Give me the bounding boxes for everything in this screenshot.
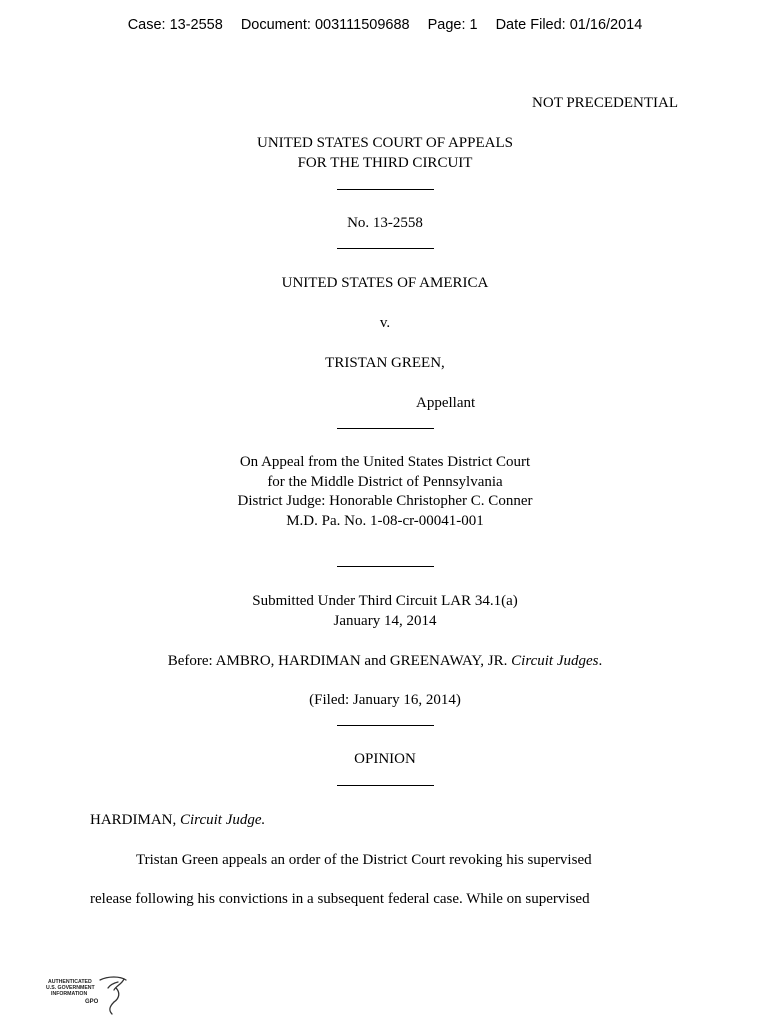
divider xyxy=(337,785,434,786)
opinion-author xyxy=(90,810,265,830)
filed-date: (Filed: January 16, 2014) xyxy=(309,692,461,708)
precedential-designation: NOT PRECEDENTIAL xyxy=(532,95,678,111)
divider xyxy=(337,189,434,190)
appeal-line1: On Appeal from the United States District Court xyxy=(239,454,531,470)
party-role: Appellant xyxy=(416,395,476,411)
divider xyxy=(337,248,434,249)
divider xyxy=(337,725,434,726)
logo-text-line4: GPO xyxy=(85,999,99,1005)
panel-suffix: . xyxy=(598,653,603,669)
party-defendant: TRISTAN GREEN, xyxy=(325,355,445,371)
submission-date: January 14, 2014 xyxy=(333,613,437,629)
header-case: Case: 13-2558 xyxy=(127,17,223,33)
court-name-line2: FOR THE THIRD CIRCUIT xyxy=(297,155,473,171)
header-document: Document: 003111509688 xyxy=(240,17,410,33)
logo-text-line2: U.S. GOVERNMENT xyxy=(46,985,95,991)
panel-title: Circuit Judges xyxy=(511,653,599,669)
author-title: Circuit Judge. xyxy=(180,812,266,828)
appeal-line2: for the Middle District of Pennsylvania xyxy=(267,474,503,490)
body-line2: release following his convictions in a subsequent federal case. While on supervised xyxy=(90,891,590,907)
appeal-line4: M.D. Pa. No. 1-08-cr-00041-001 xyxy=(286,513,484,529)
header-date-filed: Date Filed: 01/16/2014 xyxy=(495,17,643,33)
court-name-line1: UNITED STATES COURT OF APPEALS xyxy=(257,135,513,151)
appeal-line3: District Judge: Honorable Christopher C. Conner xyxy=(237,493,533,509)
gpo-authentication-logo xyxy=(44,974,134,1018)
filing-header xyxy=(0,17,770,33)
logo-text-line1: AUTHENTICATED xyxy=(48,979,92,985)
opinion-heading: OPINION xyxy=(354,751,416,767)
author-name: HARDIMAN, xyxy=(90,812,177,828)
body-line1: Tristan Green appeals an order of the District Court revoking his supervised xyxy=(136,852,592,868)
submission-line1: Submitted Under Third Circuit LAR 34.1(a) xyxy=(252,593,518,609)
divider xyxy=(337,428,434,429)
eagle-icon xyxy=(100,977,126,1014)
logo-text-line3: INFORMATION xyxy=(51,991,88,997)
panel-prefix: Before: AMBRO, HARDIMAN and GREENAWAY, JR. xyxy=(167,653,508,669)
panel-judges xyxy=(0,651,770,671)
party-plaintiff: UNITED STATES OF AMERICA xyxy=(281,275,489,291)
header-page: Page: 1 xyxy=(427,17,478,33)
docket-number: No. 13-2558 xyxy=(347,215,423,231)
divider xyxy=(337,566,434,567)
versus: v. xyxy=(379,315,391,331)
